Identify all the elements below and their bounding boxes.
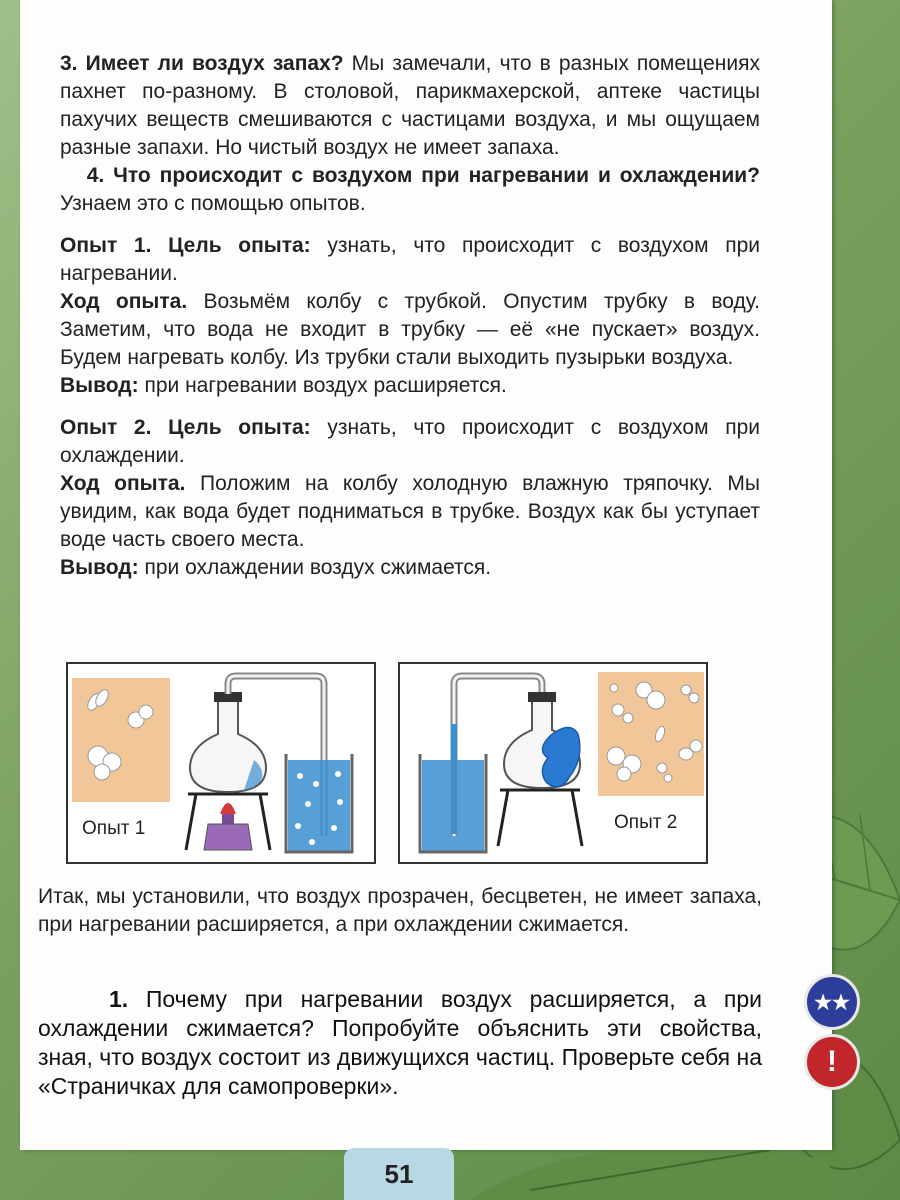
section-4-body: Узнаем это с помощью опытов. [60,192,366,215]
question-text: Почему при нагревании воздух расширяется, а при охлаждении сжимается? Попробуйте объяснить эти свойства, зная, что воздух состоит из движущихся частиц. Проверьте себя на «Страничках для самопроверки». [38,986,762,1099]
experiment-2-goal [60,414,760,470]
experiment-1-conclusion [60,372,760,400]
experiment-1-procedure [60,288,760,372]
experiment-2-conclusion-text: при охлаждении воздух сжимается. [144,556,492,579]
section-3 [60,50,760,162]
experiment-2-procedure-label: Ход опыта. [60,472,186,495]
figure-1-label: Опыт 1 [82,818,146,839]
experiment-1-goal [60,232,760,288]
main-text [60,50,760,582]
experiment-2-conclusion-label: Вывод: [60,556,139,579]
section-4 [60,162,760,218]
experiment-1-title: Опыт 1. Цель опыта: [60,234,311,257]
experiment-2-title: Опыт 2. Цель опыта: [60,416,311,439]
experiment-1-conclusion-label: Вывод: [60,374,139,397]
experiment-2-goal-text: узнать, что происходит с воздухом при охлаждении. [60,416,760,467]
experiment-1-figure [66,662,376,864]
section-4-number: 4. [86,164,105,187]
exclamation-icon [804,1034,860,1090]
question-number: 1. [108,986,129,1012]
experiment-1-conclusion-text: при нагревании воздух расширяется. [144,374,507,397]
page-number: 51 [344,1148,454,1200]
exclamation-badge-glyph: ! [827,1045,837,1078]
experiment-1-procedure-text: Возьмём колбу с трубкой. Опустим трубку в воду. Заметим, что вода не входит в трубку — её «не пускает» воздух. Будем нагревать колбу. Из трубки стали выходить пузырьки воздуха. [60,290,760,369]
section-4-heading: Что происходит с воздухом при нагревании и охлаждении? [113,164,760,187]
summary-paragraph [38,883,762,939]
section-3-heading: Имеет ли воздух запах? [85,52,344,75]
stars-icon [804,974,860,1030]
question-1 [38,985,762,1101]
experiment-2-procedure-text: Положим на колбу холодную влажную тряпочку. Мы увидим, как вода будет подниматься в трубке. Воздух как бы уступает воде часть своего места. [60,472,760,551]
experiment-1-goal-text: узнать, что происходит с воздухом при нагревании. [60,234,760,285]
section-3-number: 3. [60,52,78,75]
experiment-2-conclusion [60,554,760,582]
summary-text: Итак, мы установили, что воздух прозрачен, бесцветен, не имеет запаха, при нагревании расширяется, а при охлаждении сжимается. [38,885,762,936]
figure-2-label: Опыт 2 [614,812,678,833]
stars-badge-glyph: ★★ [814,991,850,1014]
experiment-1-procedure-label: Ход опыта. [60,290,188,313]
experiment-2-procedure [60,470,760,554]
experiment-2-figure [398,662,708,864]
question-block [38,985,762,1101]
section-3-body: Мы замечали, что в разных помещениях пахнет по-разному. В столовой, парикмахерской, аптеке частицы пахучих веществ смешиваются с частицами воздуха, и мы ощущаем разные запахи. Но чистый воздух не имеет запаха. [60,52,760,159]
